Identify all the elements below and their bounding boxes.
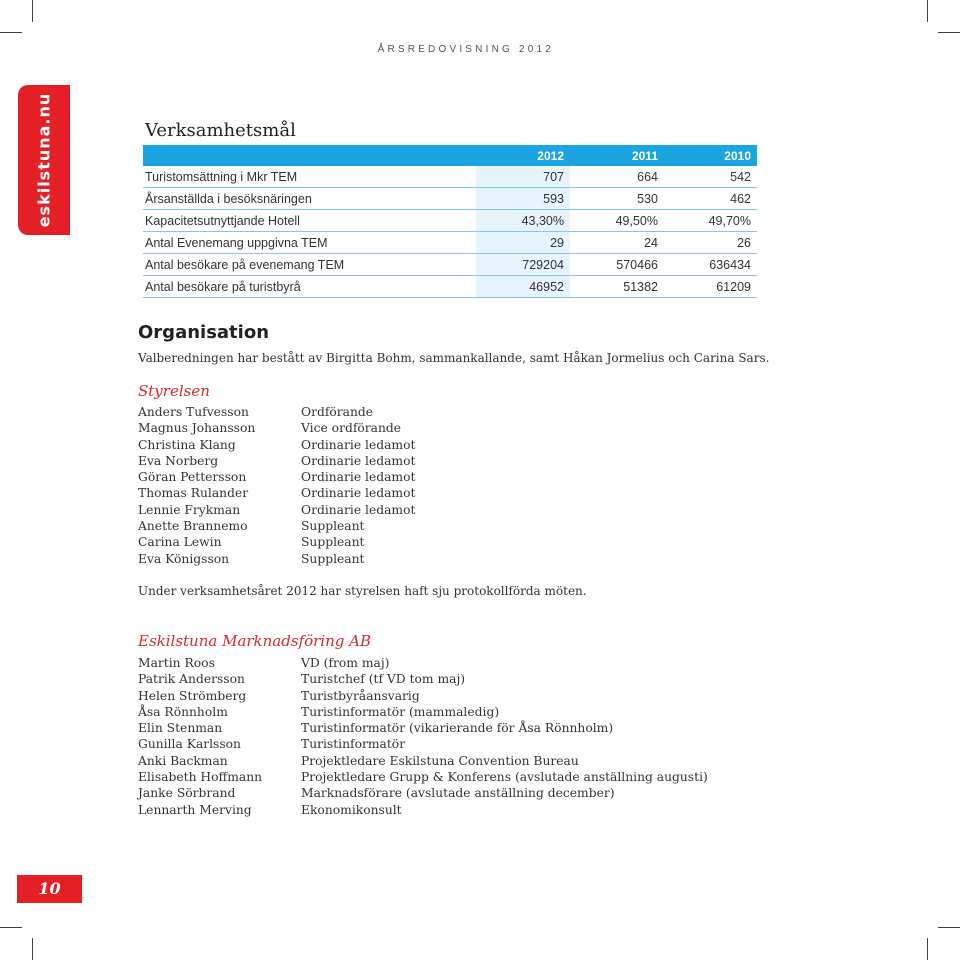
- person-role: Ekonomikonsult: [301, 802, 402, 817]
- person-role: Projektledare Grupp & Konferens (avslutade anställning augusti): [301, 770, 708, 785]
- person-role: Turistinformatör (mammaledig): [301, 704, 500, 719]
- list-item: [138, 404, 415, 420]
- person-role: Turistinformatör (vikarierande för Åsa Rönnholm): [301, 721, 614, 736]
- row-label: Antal besökare på turistbyrå: [143, 276, 476, 298]
- list-item: [138, 671, 708, 687]
- row-label: Kapacitetsutnyttjande Hotell: [143, 210, 476, 232]
- list-item: [138, 453, 415, 469]
- cell-value: 729204: [476, 254, 570, 276]
- list-item: [138, 769, 708, 785]
- person-role: VD (from maj): [301, 656, 390, 670]
- person-name: Magnus Johansson: [138, 421, 256, 436]
- person-name: Åsa Rönnholm: [138, 704, 228, 719]
- list-item: [138, 785, 708, 801]
- crop-mark: [927, 0, 928, 22]
- cell-value: 636434: [664, 254, 757, 276]
- crop-mark: [0, 927, 22, 928]
- cell-value: 29: [476, 232, 570, 254]
- cell-value: 51382: [570, 276, 664, 298]
- list-item: [138, 469, 415, 485]
- column-header-year: 2011: [570, 145, 664, 166]
- styrelsen-list: [138, 404, 415, 567]
- cell-value: 26: [664, 232, 757, 254]
- person-role: Ordinarie ledamot: [301, 453, 416, 468]
- cell-value: 24: [570, 232, 664, 254]
- table-row: [143, 254, 757, 276]
- row-label: Antal Evenemang uppgivna TEM: [143, 232, 476, 254]
- cell-value: 46952: [476, 276, 570, 298]
- list-item: [138, 551, 415, 567]
- person-name: Lennarth Merving: [138, 802, 252, 817]
- cell-value: 61209: [664, 276, 757, 298]
- person-role: Turistinformatör: [301, 737, 406, 752]
- person-name: Lennie Frykman: [138, 502, 241, 517]
- list-item: [138, 502, 415, 518]
- person-role: Ordinarie ledamot: [301, 502, 416, 517]
- list-item: [138, 655, 708, 671]
- cell-value: 49,70%: [664, 210, 757, 232]
- list-item: [138, 534, 415, 550]
- table-row: [143, 188, 757, 210]
- person-name: Anki Backman: [138, 753, 228, 768]
- organisation-title: Organisation: [138, 322, 270, 343]
- marknadsforing-title: Eskilstuna Marknadsföring AB: [138, 632, 371, 650]
- cell-value: 664: [570, 166, 664, 188]
- cell-value: 542: [664, 166, 757, 188]
- row-label: Turistomsättning i Mkr TEM: [143, 166, 476, 188]
- table-row: [143, 166, 757, 188]
- column-header-year: 2012: [476, 145, 570, 166]
- person-role: Ordinarie ledamot: [301, 470, 416, 485]
- person-role: Ordinarie ledamot: [301, 486, 416, 501]
- crop-mark: [938, 927, 960, 928]
- crop-mark: [0, 32, 22, 33]
- person-name: Eva Norberg: [138, 453, 219, 468]
- person-name: Patrik Andersson: [138, 672, 245, 687]
- table-row: [143, 210, 757, 232]
- side-tab-label: eskilstuna.nu: [34, 92, 54, 228]
- crop-mark: [938, 32, 960, 33]
- column-header-year: 2010: [664, 145, 757, 166]
- page-number: 10: [38, 879, 61, 898]
- organisation-intro: Valberedningen har bestått av Birgitta Bohm, sammankallande, samt Håkan Jormelius och Carina Sars.: [138, 351, 770, 365]
- side-tab: [18, 85, 70, 235]
- row-label: Antal besökare på evenemang TEM: [143, 254, 476, 276]
- person-role: Marknadsförare (avslutade anställning december): [301, 786, 615, 801]
- verksamhetsmal-table: [143, 145, 757, 298]
- person-name: Anette Brannemo: [138, 519, 248, 534]
- person-role: Suppleant: [301, 535, 365, 550]
- crop-mark: [927, 938, 928, 960]
- styrelsen-title: Styrelsen: [138, 382, 210, 400]
- list-item: [138, 437, 415, 453]
- list-item: [138, 420, 415, 436]
- header-text: ÅRSREDOVISNING 2012: [377, 44, 554, 55]
- marknadsforing-list: [138, 655, 708, 818]
- list-item: [138, 485, 415, 501]
- person-name: Elisabeth Hoffmann: [138, 770, 263, 785]
- table-header-row: [143, 145, 757, 166]
- list-item: [138, 688, 708, 704]
- person-role: Suppleant: [301, 551, 365, 566]
- person-role: Ordförande: [301, 405, 374, 419]
- person-role: Turistbyråansvarig: [301, 688, 420, 703]
- person-name: Elin Stenman: [138, 721, 223, 736]
- person-name: Thomas Rulander: [138, 486, 249, 501]
- table-row: [143, 232, 757, 254]
- person-role: Suppleant: [301, 519, 365, 534]
- person-role: Ordinarie ledamot: [301, 437, 416, 452]
- cell-value: 530: [570, 188, 664, 210]
- crop-mark: [32, 0, 33, 22]
- person-name: Göran Pettersson: [138, 470, 247, 485]
- list-item: [138, 704, 708, 720]
- column-header-empty: [143, 145, 476, 166]
- table-row: [143, 276, 757, 298]
- cell-value: 570466: [570, 254, 664, 276]
- person-name: Martin Roos: [138, 656, 215, 670]
- cell-value: 462: [664, 188, 757, 210]
- person-name: Eva Königsson: [138, 551, 230, 566]
- crop-mark: [32, 938, 33, 960]
- cell-value: 49,50%: [570, 210, 664, 232]
- cell-value: 593: [476, 188, 570, 210]
- person-name: Gunilla Karlsson: [138, 737, 241, 752]
- person-name: Janke Sörbrand: [138, 786, 236, 801]
- page-number-box: [17, 875, 82, 903]
- styrelsen-note: Under verksamhetsåret 2012 har styrelsen haft sju protokollförda möten.: [138, 584, 587, 598]
- person-name: Christina Klang: [138, 437, 236, 452]
- verksamhetsmal-title: Verksamhetsmål: [145, 120, 296, 141]
- list-item: [138, 736, 708, 752]
- row-label: Årsanställda i besöksnäringen: [143, 188, 476, 210]
- list-item: [138, 802, 708, 818]
- cell-value: 43,30%: [476, 210, 570, 232]
- person-role: Projektledare Eskilstuna Convention Bureau: [301, 753, 579, 768]
- list-item: [138, 720, 708, 736]
- person-role: Vice ordförande: [301, 421, 402, 436]
- list-item: [138, 518, 415, 534]
- cell-value: 707: [476, 166, 570, 188]
- person-name: Carina Lewin: [138, 535, 222, 550]
- person-name: Anders Tufvesson: [138, 405, 249, 419]
- list-item: [138, 753, 708, 769]
- person-role: Turistchef (tf VD tom maj): [301, 672, 466, 687]
- person-name: Helen Strömberg: [138, 688, 247, 703]
